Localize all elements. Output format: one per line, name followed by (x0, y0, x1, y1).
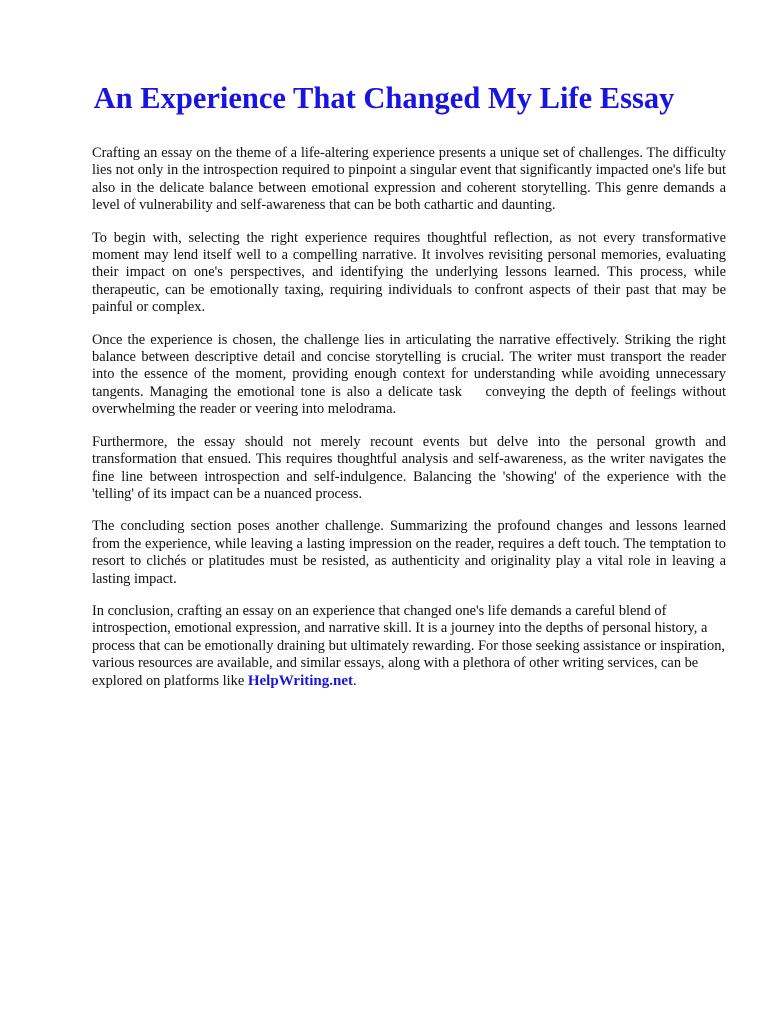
document-title: An Experience That Changed My Life Essay (93, 81, 675, 115)
paragraph-selecting-experience: To begin with, selecting the right experience requires thoughtful reflection, as not every transformative moment may lend itself well to a compelling narrative. It involves revisiting personal memories, evaluating their impact on one's perspectives, and identifying the underlying lessons learned. This process, while therapeutic, can be emotionally taxing, requiring individuals to confront aspects of their past that may be painful or complex. (92, 229, 730, 316)
paragraph-intro: Crafting an essay on the theme of a life-altering experience presents a unique set of challenges. The difficulty lies not only in the introspection required to pinpoint a singular event that significantly impacted one's life but also in the delicate balance between emotional expression and coherent storytelling. This genre demands a level of vulnerability and self-awareness that can be both cathartic and daunting. (92, 145, 730, 214)
conclusion-period: . (353, 672, 357, 689)
paragraph-concluding-section: The concluding section poses another challenge. Summarizing the profound changes and lessons learned from the experience, while leaving a lasting impression on the reader, requires a deft touch. The temptation to resort to clichés or platitudes must be resisted, as authenticity and originality play a vital role in leaving a lasting impact. (92, 518, 730, 587)
document-body (92, 145, 730, 705)
paragraph-articulating-narrative: Once the experience is chosen, the challenge lies in articulating the narrative effectively. Striking the right balance between descriptive detail and concise storytelling is crucial. The writer must transport the reader into the essence of the moment, providing enough context for understanding while avoiding unnecessary tangents. Managing the emotional tone is also a delicate task conveying the depth of feelings without overwhelming the reader or veering into melodrama. (92, 331, 730, 418)
paragraph-conclusion (92, 602, 729, 690)
paragraph-personal-growth: Furthermore, the essay should not merely recount events but delve into the personal growth and transformation that ensued. This requires thoughtful analysis and self-awareness, as the writer navigates the fine line between introspection and self-indulgence. Balancing the 'showing' of the experience with the 'telling' of its impact can be a nuanced process. (92, 433, 730, 502)
helpwriting-link[interactable]: HelpWriting.net (247, 672, 353, 689)
conclusion-text: In conclusion, crafting an essay on an experience that changed one's life demands a careful blend of introspection, emotional expression, and narrative skill. It is a journey into the depths of personal history, a process that can be emotionally draining but ultimately rewarding. For those seeking assistance or inspiration, various resources are available, and similar essays, along with a plethora of other writing services, can be explored on platforms like (92, 602, 729, 689)
